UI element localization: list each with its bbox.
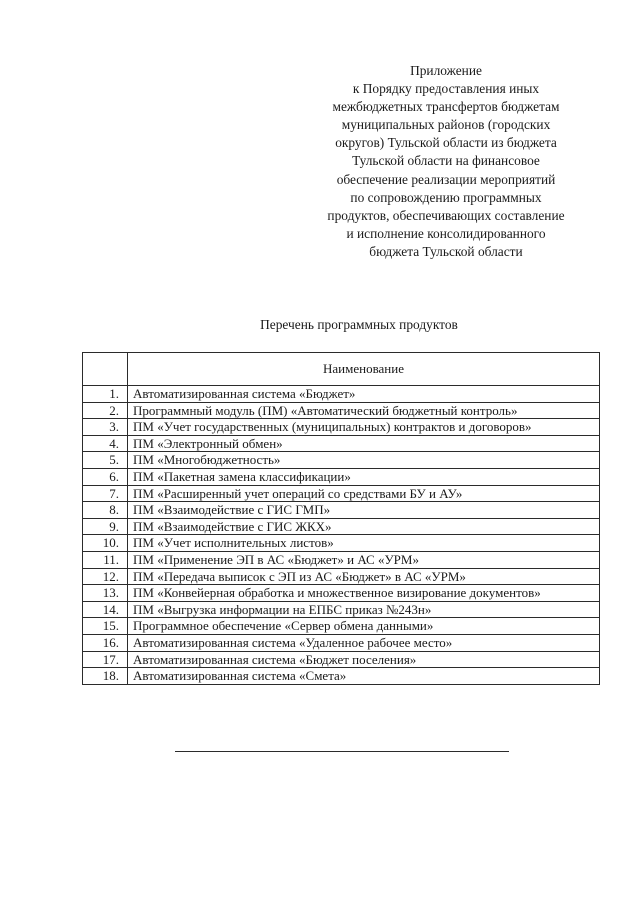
row-name: Автоматизированная система «Бюджет» — [128, 386, 600, 403]
row-number: 7. — [83, 485, 128, 502]
row-number: 17. — [83, 651, 128, 668]
row-name: ПМ «Передача выписок с ЭП из АС «Бюджет» в АС «УРМ» — [128, 568, 600, 585]
appendix-line: межбюджетных трансфертов бюджетам — [332, 99, 560, 115]
appendix-line: обеспечение реализации мероприятий — [336, 171, 556, 187]
table-row — [83, 585, 600, 602]
table-row — [83, 634, 600, 651]
row-name: ПМ «Расширенный учет операций со средствами БУ и АУ» — [128, 485, 600, 502]
table-row — [83, 518, 600, 535]
list-title: Перечень программных продуктов — [260, 317, 458, 332]
table-row — [83, 651, 600, 668]
table-row — [83, 551, 600, 568]
table-row — [83, 419, 600, 436]
row-number: 11. — [83, 551, 128, 568]
appendix-line: к Порядку предоставления иных — [352, 81, 540, 97]
appendix-block — [300, 62, 592, 261]
appendix-line: Тульской области на финансовое — [352, 153, 540, 169]
appendix-line: округов) Тульской области из бюджета — [335, 135, 557, 151]
row-number: 4. — [83, 435, 128, 452]
products-table — [82, 352, 600, 685]
row-number: 12. — [83, 568, 128, 585]
appendix-line: продуктов, обеспечивающих составление — [327, 207, 565, 223]
table-row — [83, 402, 600, 419]
row-name: ПМ «Взаимодействие с ГИС ЖКХ» — [128, 518, 600, 535]
appendix-line: бюджета Тульской области — [369, 243, 523, 259]
table-row — [83, 386, 600, 403]
header-name-cell: Наименование — [128, 353, 600, 386]
row-number: 13. — [83, 585, 128, 602]
row-number: 1. — [83, 386, 128, 403]
row-number: 2. — [83, 402, 128, 419]
row-number: 14. — [83, 601, 128, 618]
row-name: Автоматизированная система «Бюджет поселения» — [128, 651, 600, 668]
table-row — [83, 618, 600, 635]
row-number: 9. — [83, 518, 128, 535]
row-number: 8. — [83, 502, 128, 519]
table-row — [83, 452, 600, 469]
appendix-line: по сопровождению программных — [350, 189, 542, 205]
table-row — [83, 435, 600, 452]
table-row — [83, 601, 600, 618]
table-row — [83, 468, 600, 485]
row-name: Программный модуль (ПМ) «Автоматический бюджетный контроль» — [128, 402, 600, 419]
appendix-line: муниципальных районов (городских — [341, 117, 551, 133]
row-number: 6. — [83, 468, 128, 485]
table-header-row — [83, 353, 600, 386]
header-number-cell — [83, 353, 128, 386]
row-number: 18. — [83, 668, 128, 685]
table-row — [83, 535, 600, 552]
row-number: 5. — [83, 452, 128, 469]
appendix-line: Приложение — [410, 63, 482, 78]
row-name: ПМ «Учет государственных (муниципальных) контрактов и договоров» — [128, 419, 600, 436]
row-number: 15. — [83, 618, 128, 635]
row-name: Программное обеспечение «Сервер обмена данными» — [128, 618, 600, 635]
appendix-line: и исполнение консолидированного — [346, 225, 546, 241]
row-number: 10. — [83, 535, 128, 552]
row-name: ПМ «Многобюджетность» — [128, 452, 600, 469]
table-row — [83, 568, 600, 585]
row-name: ПМ «Электронный обмен» — [128, 435, 600, 452]
row-name: ПМ «Пакетная замена классификации» — [128, 468, 600, 485]
table-row — [83, 502, 600, 519]
row-name: ПМ «Выгрузка информации на ЕПБС приказ №243н» — [128, 601, 600, 618]
row-name: Автоматизированная система «Удаленное рабочее место» — [128, 634, 600, 651]
row-number: 16. — [83, 634, 128, 651]
table-row — [83, 485, 600, 502]
row-number: 3. — [83, 419, 128, 436]
table-row — [83, 668, 600, 685]
row-name: ПМ «Взаимодействие с ГИС ГМП» — [128, 502, 600, 519]
row-name: ПМ «Применение ЭП в АС «Бюджет» и АС «УРМ» — [128, 551, 600, 568]
row-name: ПМ «Учет исполнительных листов» — [128, 535, 600, 552]
row-name: ПМ «Конвейерная обработка и множественное визирование документов» — [128, 585, 600, 602]
end-rule — [175, 751, 509, 752]
row-name: Автоматизированная система «Смета» — [128, 668, 600, 685]
